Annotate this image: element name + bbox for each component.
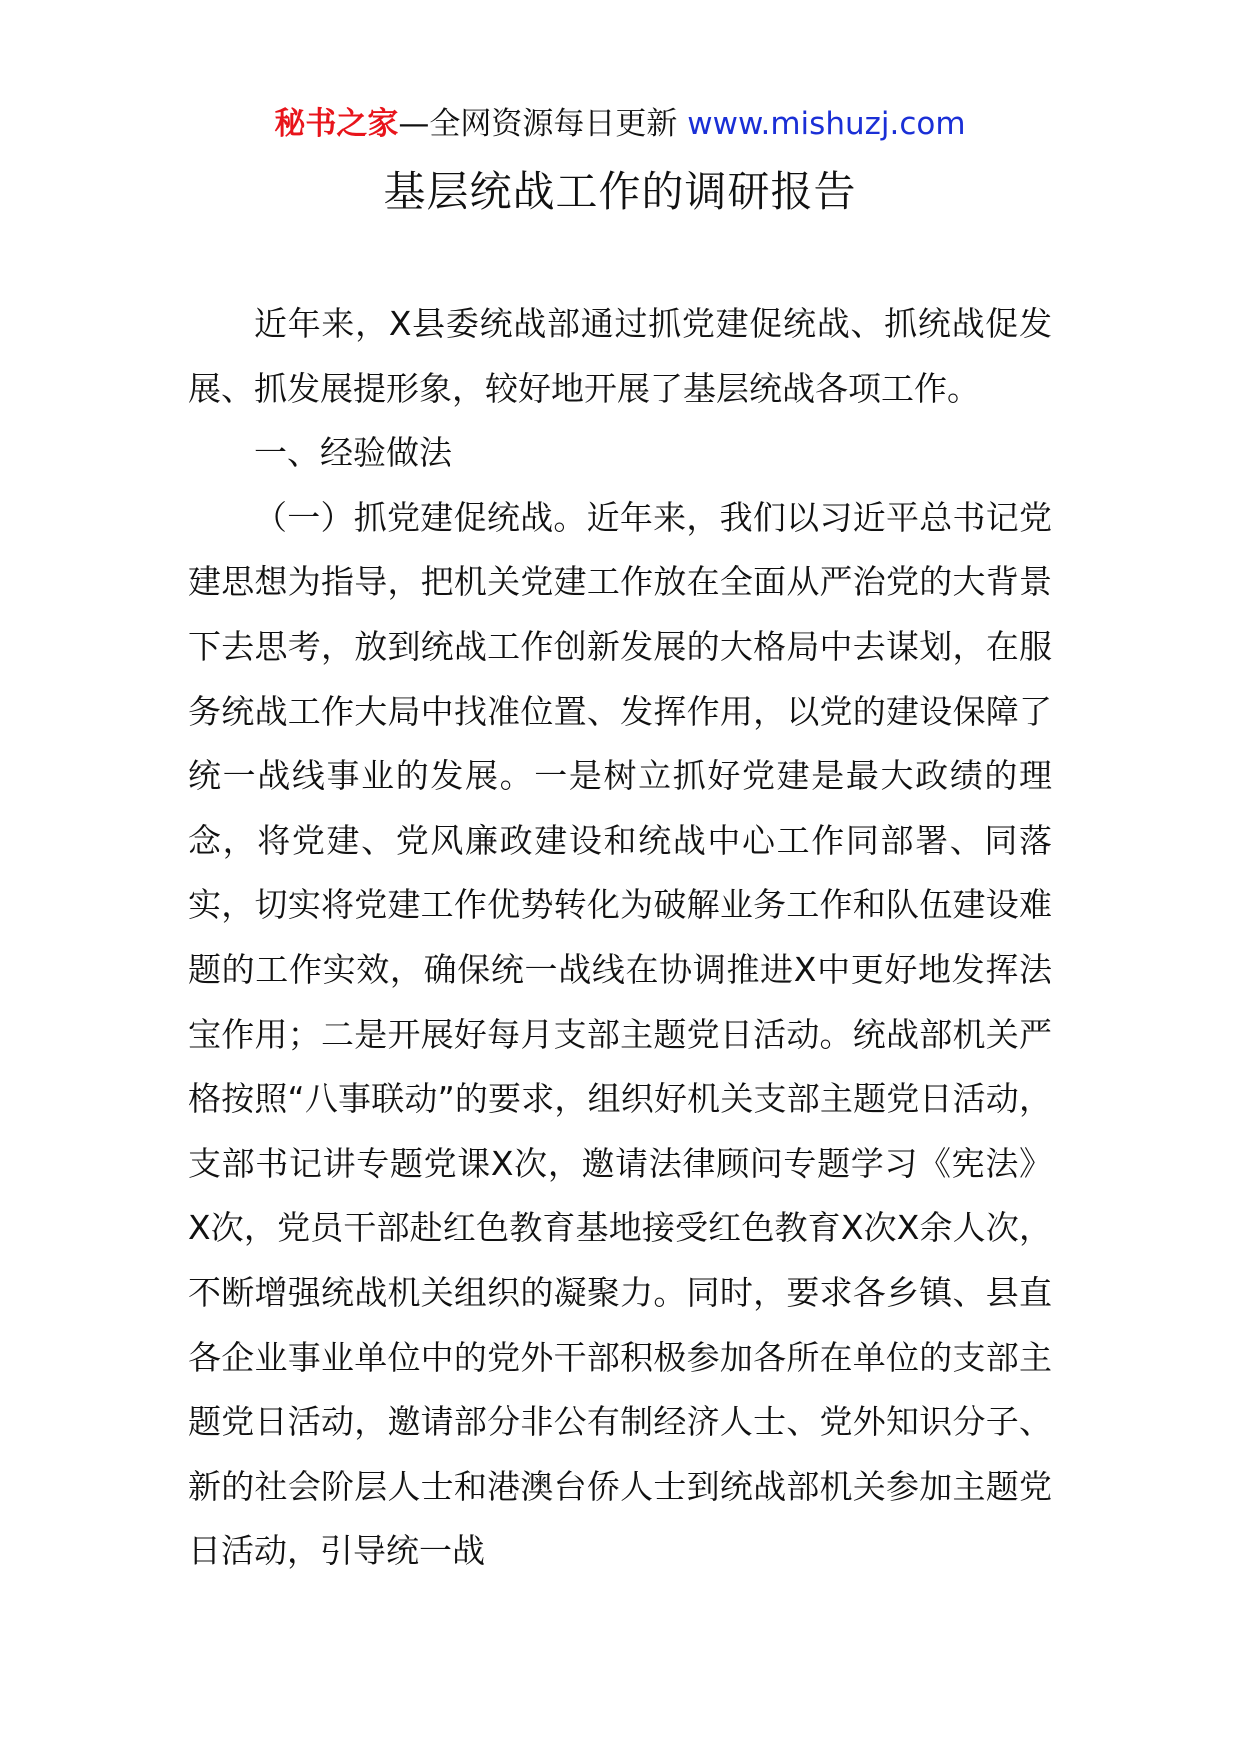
intro-paragraph: 近年来，X县委统战部通过抓党建促统战、抓统战促发展、抓发展提形象，较好地开展了基层统战各项工作。 (188, 304, 1052, 408)
document-title: 基层统战工作的调研报告 (383, 167, 857, 216)
subsection-lead: （一）抓党建促统战。 (254, 497, 587, 537)
subsection-body: 近年来，我们以习近平总书记党建思想为指导，把机关党建工作放在全面从严治党的大背景下去思考，放到统战工作创新发展的大格局中去谋划，在服务统战工作大局中找准位置、发挥作用，以党的建设保障了统一战线事业的发展。一是树立抓好党建是最大政绩的理念，将党建、党风廉政建设和统战中心工作同部署、同落实，切实将党建工作优势转化为破解业务工作和队伍建设难题的工作实效，确保统一战线在协调推进X中更好地发挥法宝作用；二是开展好每月支部主题党日活动。统战部机关严格按照“八事联动”的要求，组织好机关支部主题党日活动，支部书记讲专题党课X次，邀请法律顾问专题学习《宪法》X次，党员干部赴红色教育基地接受红色教育X次X余人次，不断增强统战机关组织的凝聚力。同时，要求各乡镇、县直各企业事业单位中的党外干部积极参加各所在单位的支部主题党日活动，邀请部分非公有制经济人士、党外知识分子、新的社会阶层人士和港澳台侨人士到统战部机关参加主题党日活动，引导统一战 (188, 497, 1053, 1571)
subsection-paragraph (188, 486, 1052, 1584)
site-header (0, 98, 1240, 150)
site-url-link[interactable]: www.mishuzj.com (687, 106, 966, 142)
brand-name: 秘书之家 (274, 106, 399, 142)
section-heading: 一、经验做法 (254, 433, 452, 473)
header-slogan: —全网资源每日更新 (398, 106, 678, 142)
document-body (188, 292, 1052, 1584)
